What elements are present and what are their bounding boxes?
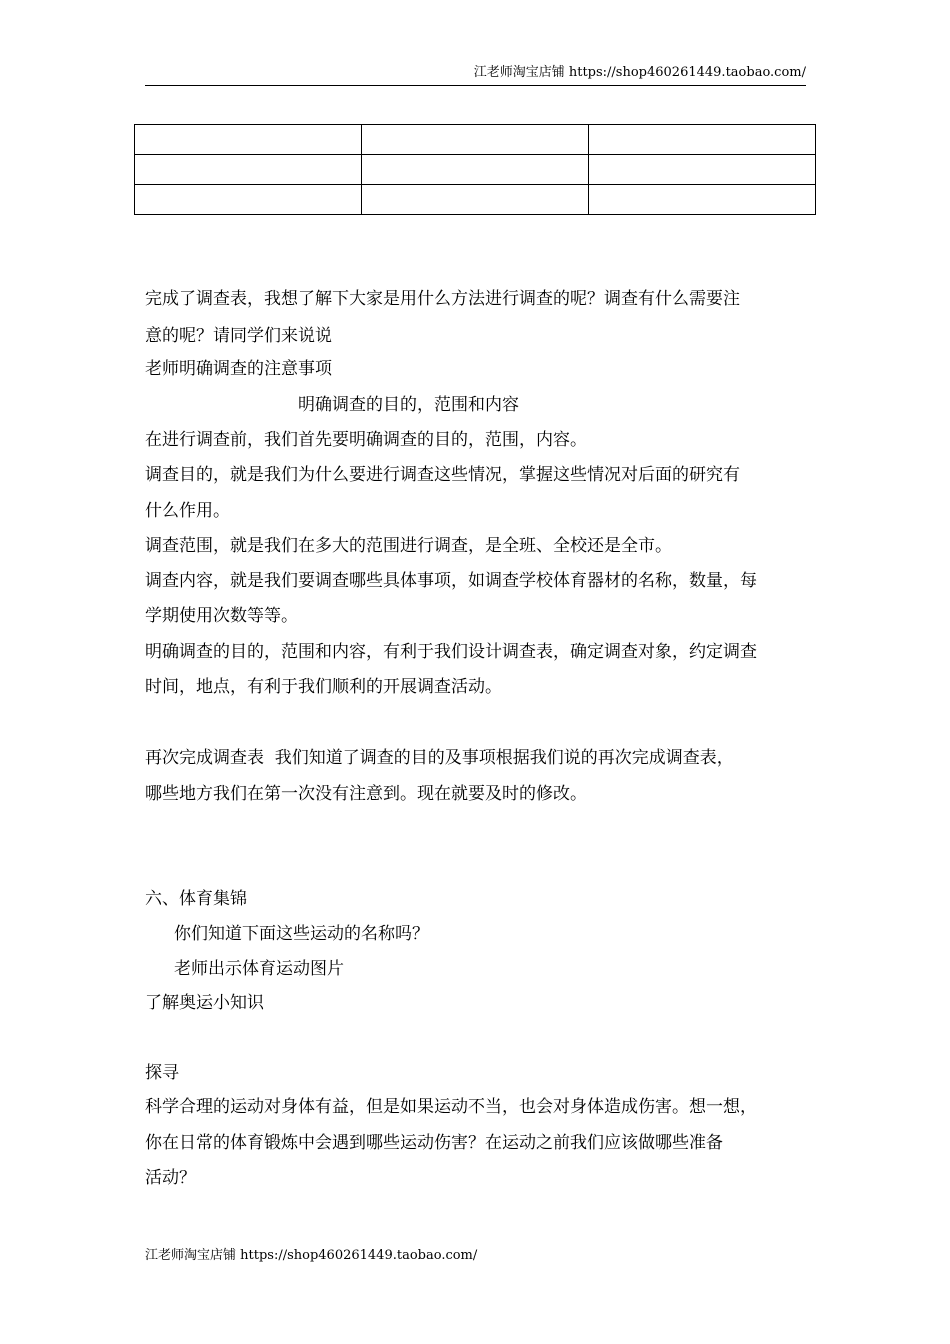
section-title: 探寻 (145, 1063, 179, 1083)
paragraph-line: 哪些地方我们在第一次没有注意到。现在就要及时的修改。 (145, 784, 587, 804)
table-cell (362, 125, 589, 155)
survey-table (134, 124, 816, 215)
paragraph-line: 了解奥运小知识 (145, 993, 264, 1013)
paragraph-line: 老师出示体育运动图片 (174, 959, 344, 979)
paragraph-line: 时间，地点，有利于我们顺利的开展调查活动。 (145, 677, 502, 697)
paragraph-line: 活动？ (145, 1168, 196, 1188)
table-row (135, 155, 816, 185)
paragraph-line: 明确调查的目的，范围和内容，有利于我们设计调查表，确定调查对象，约定调查 (145, 642, 757, 662)
paragraph-line: 调查范围，就是我们在多大的范围进行调查，是全班、全校还是全市。 (145, 536, 672, 556)
paragraph-line: 在进行调查前，我们首先要明确调查的目的，范围，内容。 (145, 430, 587, 450)
centered-heading: 明确调查的目的，范围和内容 (298, 395, 519, 415)
table-row (135, 125, 816, 155)
paragraph-line: 科学合理的运动对身体有益，但是如果运动不当，也会对身体造成伤害。想一想， (145, 1097, 757, 1117)
table-cell (135, 185, 362, 215)
paragraph-line: 老师明确调查的注意事项 (145, 359, 332, 379)
table-cell (135, 125, 362, 155)
page-footer: 江老师淘宝店铺 https://shop460261449.taobao.com/ (145, 1248, 478, 1263)
paragraph-line: 调查内容，就是我们要调查哪些具体事项，如调查学校体育器材的名称，数量，每 (145, 571, 757, 591)
paragraph-line: 再次完成调查表 我们知道了调查的目的及事项根据我们说的再次完成调查表， (145, 748, 734, 768)
table-cell (362, 185, 589, 215)
table-cell (589, 185, 816, 215)
paragraph-line: 学期使用次数等等。 (145, 606, 298, 626)
page-header: 江老师淘宝店铺 https://shop460261449.taobao.com/ (145, 64, 806, 86)
table-cell (362, 155, 589, 185)
table-cell (589, 155, 816, 185)
paragraph-line: 什么作用。 (145, 501, 230, 521)
paragraph-line: 你在日常的体育锻炼中会遇到哪些运动伤害？在运动之前我们应该做哪些准备 (145, 1133, 723, 1153)
paragraph-line: 意的呢？请同学们来说说 (145, 326, 332, 346)
table-cell (589, 125, 816, 155)
section-title: 六、体育集锦 (145, 889, 247, 909)
table-cell (135, 155, 362, 185)
paragraph-line: 完成了调查表，我想了解下大家是用什么方法进行调查的呢？调查有什么需要注 (145, 289, 740, 309)
paragraph-line: 调查目的，就是我们为什么要进行调查这些情况，掌握这些情况对后面的研究有 (145, 465, 740, 485)
table-row (135, 185, 816, 215)
paragraph-line: 你们知道下面这些运动的名称吗？ (174, 924, 429, 944)
